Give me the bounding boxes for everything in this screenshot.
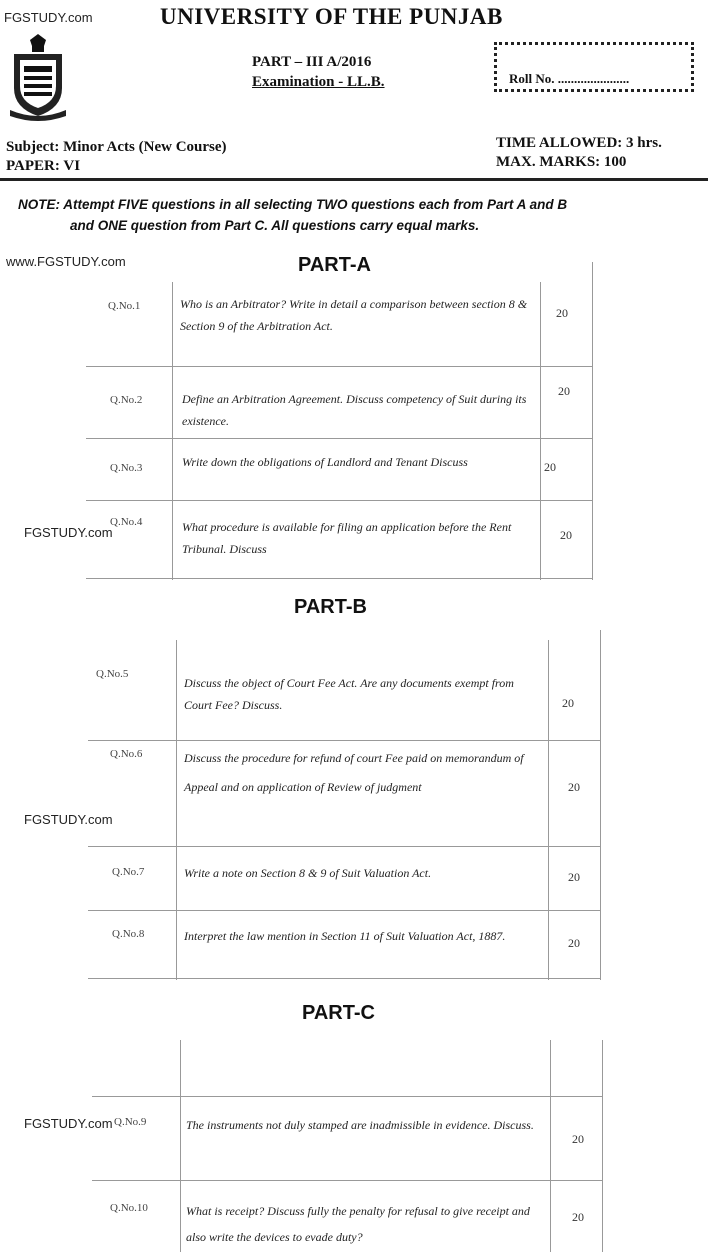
university-title: UNIVERSITY OF THE PUNJAB — [160, 4, 503, 29]
question-marks: 20 — [568, 870, 580, 884]
table-line — [88, 910, 600, 911]
table-line — [172, 282, 173, 580]
watermark: FGSTUDY.com — [4, 10, 93, 25]
question-marks: 20 — [568, 780, 580, 794]
table-line — [88, 740, 600, 741]
header-divider — [0, 178, 708, 181]
time-marks-block — [496, 134, 662, 172]
question-marks: 20 — [556, 306, 568, 320]
table-line — [600, 630, 601, 980]
table-line — [92, 1096, 602, 1097]
part-year: PART – III A/2016 — [252, 54, 372, 70]
question-number: Q.No.9 — [114, 1116, 147, 1128]
question-number: Q.No.8 — [112, 928, 145, 940]
question-marks: 20 — [560, 528, 572, 542]
part-a-heading: PART-A — [298, 254, 371, 276]
subject-block — [6, 138, 227, 176]
question-text: Who is an Arbitrator? Write in detail a comparison between section 8 & Section 9 of the Arbitration Act. — [180, 297, 528, 333]
watermark: FGSTUDY.com — [24, 812, 113, 827]
paper-label: PAPER: VI — [6, 158, 81, 174]
question-number: Q.No.6 — [110, 748, 143, 760]
question-text: Write a note on Section 8 & 9 of Suit Valuation Act. — [184, 866, 432, 880]
question-text: What procedure is available for filing an application before the Rent Tribunal. Discuss — [182, 520, 512, 556]
subject-label: Subject: Minor Acts (New Course) — [6, 139, 227, 155]
question-marks: 20 — [572, 1210, 584, 1224]
question-number: Q.No.1 — [108, 300, 141, 312]
question-number: Q.No.4 — [110, 516, 143, 528]
watermark: FGSTUDY.com — [24, 1116, 113, 1131]
question-number: Q.No.7 — [112, 866, 145, 878]
question-marks: 20 — [568, 936, 580, 950]
table-line — [602, 1040, 603, 1252]
table-line — [548, 640, 549, 980]
table-line — [86, 578, 592, 579]
part-b-heading: PART-B — [294, 596, 367, 618]
question-number: Q.No.3 — [110, 462, 143, 474]
university-crest-logo — [6, 30, 70, 122]
exam-header — [252, 52, 385, 92]
question-marks: 20 — [562, 696, 574, 710]
question-text: Define an Arbitration Agreement. Discuss competency of Suit during its existence. — [182, 392, 527, 428]
table-line — [550, 1040, 551, 1252]
question-text: Interpret the law mention in Section 11 of Suit Valuation Act, 1887. — [184, 929, 506, 943]
question-text: Discuss the object of Court Fee Act. Are any documents exempt from Court Fee? Discuss. — [184, 676, 514, 712]
examination-name: Examination - LL.B. — [252, 74, 385, 90]
question-text: What is receipt? Discuss fully the penalty for refusal to give receipt and also write the devices to evade duty? — [186, 1204, 530, 1244]
question-text: Write down the obligations of Landlord and Tenant Discuss — [182, 455, 468, 469]
table-line — [86, 438, 592, 439]
note-line-2: and ONE question from Part C. All questions carry equal marks. — [70, 218, 480, 233]
table-line — [176, 640, 177, 980]
roll-number-box — [494, 42, 694, 92]
time-allowed: TIME ALLOWED: 3 hrs. — [496, 135, 662, 151]
instructions-note — [18, 194, 648, 236]
question-text: The instruments not duly stamped are inadmissible in evidence. Discuss. — [186, 1118, 534, 1132]
question-number: Q.No.10 — [110, 1202, 148, 1214]
roll-number-label: Roll No. ...................... — [509, 71, 630, 86]
question-text: Discuss the procedure for refund of court Fee paid on memorandum of Appeal and on application of Review of judgment — [184, 751, 524, 794]
table-line — [88, 846, 600, 847]
table-line — [86, 500, 592, 501]
watermark: www.FGSTUDY.com — [6, 254, 126, 269]
table-line — [86, 366, 592, 367]
question-marks: 20 — [544, 460, 556, 474]
question-number: Q.No.2 — [110, 394, 143, 406]
note-line-1: NOTE: Attempt FIVE questions in all selecting TWO questions each from Part A and B — [18, 197, 568, 212]
max-marks: MAX. MARKS: 100 — [496, 154, 627, 170]
question-marks: 20 — [558, 384, 570, 398]
question-marks: 20 — [572, 1132, 584, 1146]
table-line — [92, 1180, 602, 1181]
table-line — [88, 978, 600, 979]
question-number: Q.No.5 — [96, 668, 129, 680]
table-line — [540, 282, 541, 580]
table-line — [592, 262, 593, 580]
table-line — [180, 1040, 181, 1252]
part-c-heading: PART-C — [302, 1002, 375, 1024]
watermark: FGSTUDY.com — [24, 525, 113, 540]
